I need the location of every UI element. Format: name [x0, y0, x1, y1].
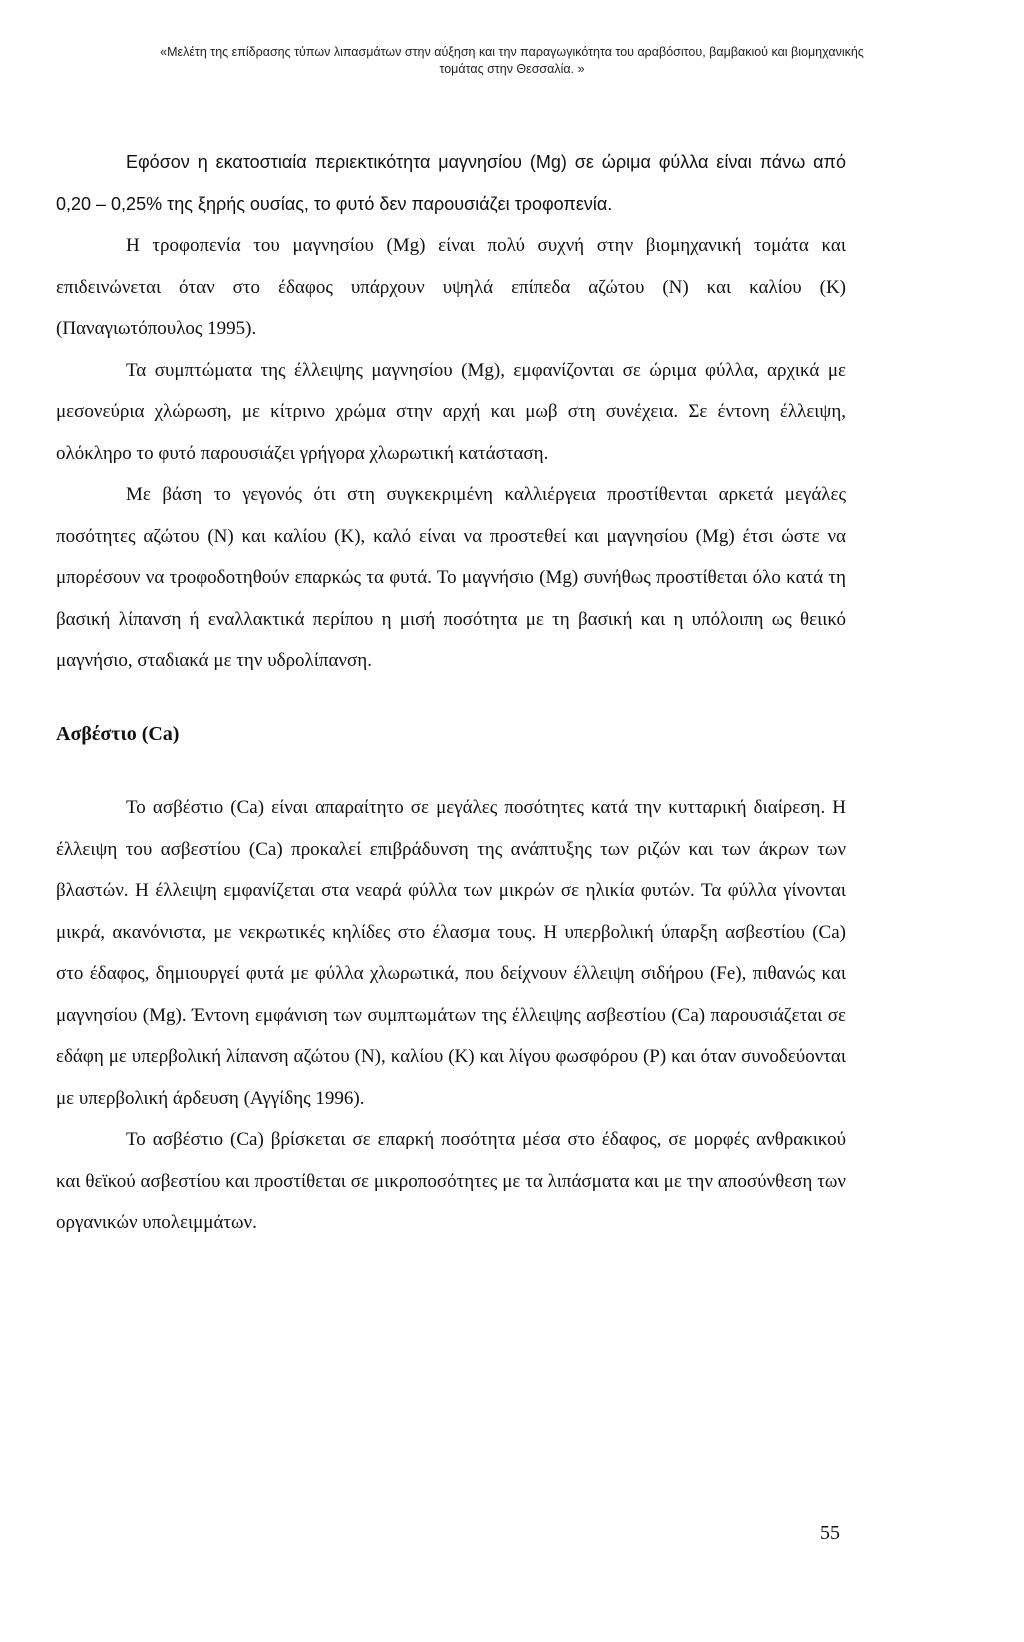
paragraph-calcium-sources: Το ασβέστιο (Ca) βρίσκεται σε επαρκή ποσότητα μέσα στο έδαφος, σε μορφές ανθρακικού και θεϊκού ασβεστίου και προστίθεται σε μικροποσότητες με τα λιπάσματα και με την αποσύνθεση των οργανικών υπολειμμάτων.	[56, 1129, 846, 1233]
page-number: 55	[820, 1522, 840, 1544]
running-header-line-1: «Μελέτη της επίδρασης τύπων λιπασμάτων στην αύξηση και την παραγωγικότητα του αραβόσιτου, βαμβακιού και βιομηχανικής	[160, 45, 864, 59]
paragraph-magnesium-deficiency: Η τροφοπενία του μαγνησίου (Mg) είναι πολύ συχνή στην βιομηχανική τομάτα και επιδεινώνεται όταν στο έδαφος υπάρχουν υψηλά επίπεδα αζώτου (N) και καλίου (K) (Παναγιωτόπουλος 1995).	[56, 235, 846, 339]
paragraph-magnesium-threshold: Εφόσον η εκατοστιαία περιεκτικότητα μαγνησίου (Mg) σε ώριμα φύλλα είναι πάνω από 0,20 – 0,25% της ξηρής ουσίας, το φυτό δεν παρουσιάζει τροφοπενία.	[56, 152, 846, 214]
paragraph-calcium-deficiency: Το ασβέστιο (Ca) είναι απαραίτητο σε μεγάλες ποσότητες κατά την κυτταρική διαίρεση. Η έλλειψη του ασβεστίου (Ca) προκαλεί επιβράδυνση της ανάπτυξης των ριζών και των άκρων των βλαστών. Η έλλειψη εμφανίζεται στα νεαρά φύλλα των μικρών σε ηλικία φυτών. Τα φύλλα γίνονται μικρά, ακανόνιστα, με νεκρωτικές κηλίδες στο έλασμα τους. Η υπερβολική ύπαρξη ασβεστίου (Ca) στο έδαφος, δημιουργεί φυτά με φύλλα χλωρωτικά, που δείχνουν έλλειψη σιδήρου (Fe), πιθανώς και μαγνησίου (Mg). Έντονη εμφάνιση των συμπτωμάτων της έλλειψης ασβεστίου (Ca) παρουσιάζεται σε εδάφη με υπερβολική λίπανση αζώτου (N), καλίου (K) και λίγου φωσφόρου (P) και όταν συνοδεύονται με υπερβολική άρδευση (Αγγίδης 1996).	[56, 797, 846, 1109]
paragraph-magnesium-symptoms: Τα συμπτώματα της έλλειψης μαγνησίου (Mg), εμφανίζονται σε ώριμα φύλλα, αρχικά με μεσονεύρια χλώρωση, με κίτρινο χρώμα στην αρχή και μωβ στη συνέχεια. Σε έντονη έλλειψη, ολόκληρο το φυτό παρουσιάζει γρήγορα χλωρωτική κατάσταση.	[56, 359, 846, 464]
running-header-line-2: τομάτας στην Θεσσαλία. »	[439, 62, 585, 76]
section-heading-calcium: Ασβέστιο (Ca)	[56, 722, 180, 745]
paragraph-magnesium-application: Με βάση το γεγονός ότι στη συγκεκριμένη καλλιέργεια προστίθενται αρκετά μεγάλες ποσότητες αζώτου (N) και καλίου (K), καλό είναι να προστεθεί και μαγνησίου (Mg) έτσι ώστε να μπορέσουν να τροφοδοτηθούν επαρκώς τα φυτά. Το μαγνήσιο (Mg) συνήθως προστίθεται όλο κατά τη βασική λίπανση ή εναλλακτικά περίπου η μισή ποσότητα με τη βασική και η υπόλοιπη ως θειικό μαγνήσιο, σταδιακά με την υδρολίπανση.	[56, 484, 846, 671]
running-header	[60, 44, 964, 78]
document-body	[56, 142, 846, 1244]
